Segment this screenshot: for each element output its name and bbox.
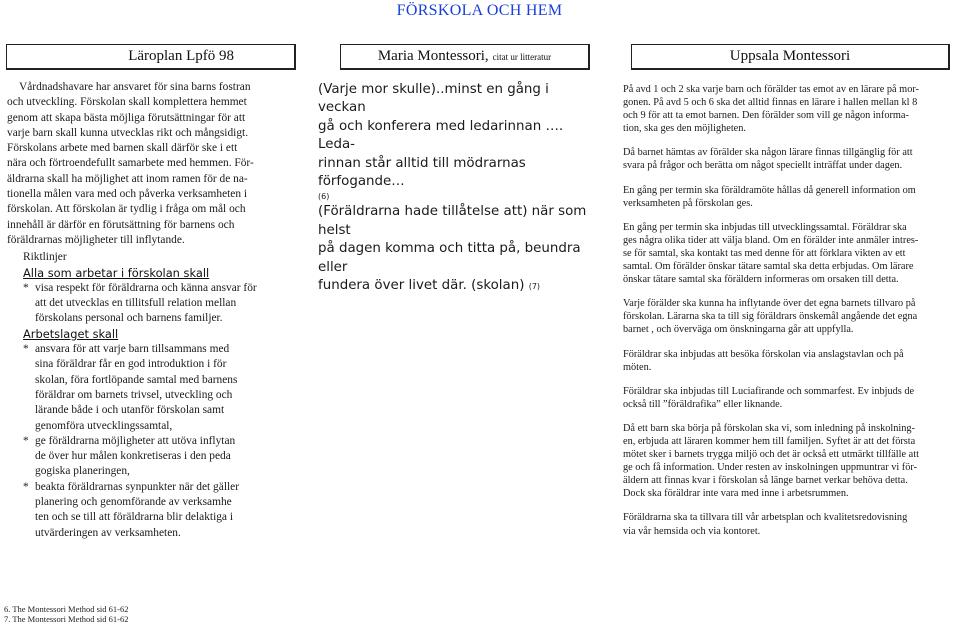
text-line: tionella målen vara med och påverka verksamheten i [7,188,248,201]
list-item [23,342,279,434]
text-line: att det utvecklas en tillitsfull relation mellan [35,297,237,310]
text-line: tion, ska ges den möjligheten. [623,123,746,135]
text-line: varje barn skall kunna utvecklas rikt och mångsidigt. [7,126,249,139]
text-line: genom att skapa bästa möjliga förutsättningar för att [7,111,246,124]
text-line: föräldrarnas möjligheter till inflytande. [7,233,185,246]
column-header-montessori [340,44,590,70]
text-line: förskolan. Att förskolan är tydlig i fråga om mål och [7,203,246,216]
text-line: föräldrar om barnets trivsel, utveckling och [35,388,233,401]
text-line: mötet sker i barnets trygga miljö och det är också ett utmärkt tillfälle att [623,449,919,461]
text-line: Vårdnadshavare har ansvaret för sina barns fostran [19,81,251,93]
text-line: utvärderingen av verksamheten. [35,526,181,539]
text-line: en, erbjuda att läraren kommer hem till familjen. Syftet är att det första [623,435,916,447]
footnotes [4,604,129,624]
text-line: Föräldrarna ska ta tillvara till vår arbetsplan och kvalitetsredovisning [623,512,908,524]
footnote-ref: (7) [528,282,541,292]
column-header-label: Maria Montessori, [377,48,489,64]
paragraph [623,297,953,336]
text-line: äldern att finnas kvar i förskolan så länge barnet verkar behöva detta. [623,475,908,487]
text-line: möten. [623,361,652,373]
text-line: Varje förälder ska kunna ha inflytande över det egna barnets tillvaro på [623,298,916,310]
text-line: och 9 för att ta emot barnen. Den förälder som vill ge någon informa- [623,110,909,122]
bullet-mark: * [23,343,29,356]
bullet-mark: * [23,434,29,447]
paragraph [623,184,953,210]
page-title: FÖRSKOLA OCH HEM [396,2,563,19]
column-header-cite: citat ur litteratur [492,51,552,62]
text-line: via vår hemsida och via kontoret. [623,525,761,537]
paragraph [623,422,953,501]
text-line: svara på frågor och berätta om något speciellt inträffat under dagen. [623,160,903,172]
column-uppsala [623,83,953,549]
text-line: samtal. Om förälder önskar tätare samtal ska detta erbjudas. Om lärare [623,261,914,273]
column-montessori-quotes [318,81,600,296]
column-header-label: Läroplan Lpfö 98 [128,48,234,64]
paragraph [623,221,953,286]
text-line: fundera över livet där. (skolan) [318,278,525,294]
text-line: nära och förtroendefullt samarbete med hemmen. För- [7,157,254,170]
text-line: En gång per termin ska inbjudas till utvecklingssamtal. Föräldrar ska [623,221,907,233]
intro-text [7,80,279,248]
text-line: ge och få information. Under resten av inskolningen uppmuntrar vi för- [623,462,918,474]
footnote: 7. The Montessori Method sid 61-62 [4,614,129,624]
text-line: de över hur målen konkretiseras i den peda [35,450,231,463]
column-header-uppsala [631,44,950,70]
text-line: lärande både i och utanför förskolan samt [35,404,225,417]
bullet-mark: * [23,281,29,294]
text-line: genomföra utvecklingssamtal, [35,419,173,432]
text-line: (Varje mor skulle)..minst en gång i veckan [318,82,549,116]
paragraph [623,83,953,135]
footnote: 6. The Montessori Method sid 61-62 [4,604,129,614]
guidelines-section [23,250,279,541]
text-line: sina föräldrar får en god introduktion i för [35,358,227,371]
text-line: ten och se till att föräldrarna blir delaktiga i [35,511,233,524]
column-header-label: Uppsala Montessori [729,48,851,64]
text-line: verksamheten på förskolan ges. [623,197,753,209]
text-line: (Föräldrarna hade tillåtelse att) när som helst [318,204,587,238]
paragraph [623,385,953,411]
text-line: förskolans personal och barnens familjer. [35,312,223,325]
text-line: Föräldrar ska inbjudas till Luciafirande och sommarfest. Ev inbjuds de [623,385,915,397]
text-line: planering och genomförande av verksamhe [35,496,232,509]
column-laroplan [7,80,279,541]
quote [318,203,600,296]
text-line: barnet , och överväga om önskningarna går att uppfylla. [623,324,854,336]
list-item [23,434,279,480]
text-line: också till ”föräldrafika” eller liknande. [623,398,783,410]
text-line: gonen. På avd 5 och 6 ska det alltid finnas en lärare i hallen mellan kl 8 [623,97,918,109]
text-line: ges några olika tider att välja bland. Om en förälder inte anmäler intres- [623,234,919,246]
text-line: gå och konferera med ledarinnan …. Leda- [318,118,564,153]
paragraph [623,146,953,172]
text-line: gogiska planeringen, [35,465,130,478]
text-line: En gång per termin ska föräldramöte hållas då generell information om [623,184,916,196]
quote [318,81,600,191]
text-line: innehåll är därför en förutsättning för barnens och [7,218,235,231]
paragraph [623,511,953,537]
text-line: på dagen komma och titta på, beundra eller [318,241,581,275]
text-line: och utveckling. Förskolan skall komplettera hemmet [7,96,247,109]
text-line: önskar tätare samtal ska föräldern informeras om orsaken till detta. [623,274,899,286]
text-line: Då barnet hämtas av förälder ska någon lärare finnas tillgänglig för att [623,147,913,159]
text-line: Förskolans arbete med barnen skall därför ske i ett [7,142,238,155]
column-header-laroplan [6,44,296,70]
text-line: På avd 1 och 2 ska varje barn och förälder tas emot av en lärare på mor- [623,84,919,95]
text-line: förskolan. Lärarna ska ta till sig föräldrars önskemål angående det egna [623,311,918,323]
text-line: ge föräldrarna möjligheter att utöva inflytan [35,434,236,447]
guidelines-heading: Riktlinjer [23,251,67,264]
arbetslaget-heading: Arbetslaget skall [23,326,119,341]
text-line: Föräldrar ska inbjudas att besöka förskolan via anslagstavlan och på [623,348,904,360]
text-line: beakta föräldrarnas synpunkter när det gäller [35,480,239,493]
text-line: visa respekt för föräldrarna och känna ansvar för [35,281,257,294]
text-line: rinnan står alltid till mödrarnas förfogande… [318,155,526,190]
bullet-mark: * [23,480,29,493]
paragraph [623,348,953,374]
footnote-ref: (6) [318,192,330,202]
text-line: Dock ska föräldrar inte vara med inne i arbetsrummen. [623,488,849,500]
text-line: skolan, föra fortlöpande samtal med barnens [35,373,238,386]
alla-heading: Alla som arbetar i förskolan skall [23,265,210,280]
text-line: Då ett barn ska börja på förskolan ska vi, som inledning på inskolning- [623,422,915,434]
text-line: se för samtal, ska kontakt tas med denne för att förklara vikten av ett [623,247,906,259]
list-item [23,281,279,327]
list-item [23,480,279,541]
text-line: äldrarna skall ha möjlighet att inom ramen för de na- [7,172,248,185]
text-line: ansvara för att varje barn tillsammans med [35,343,230,356]
